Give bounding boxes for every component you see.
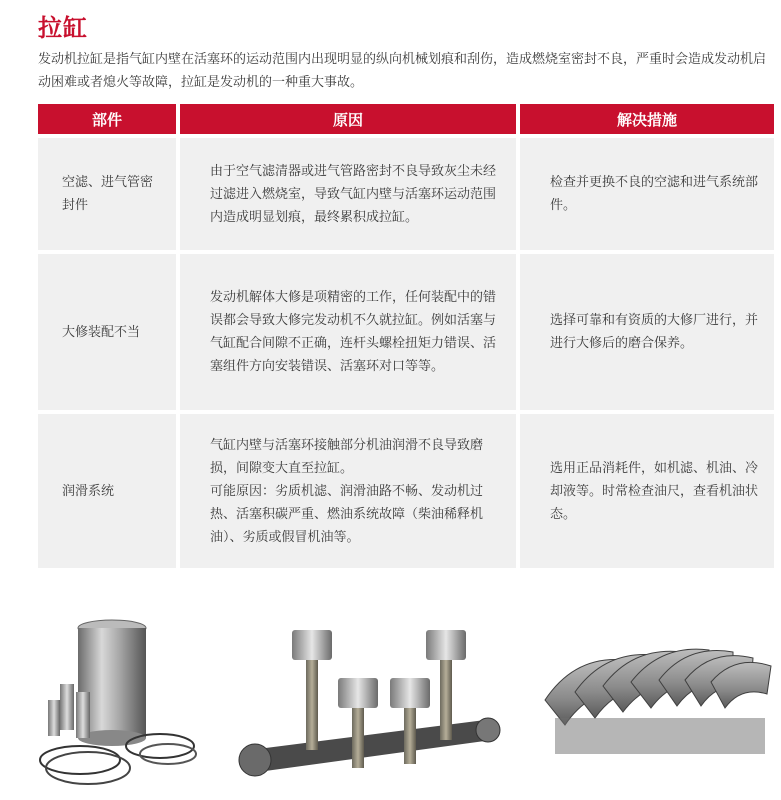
- bearing-shells-image: [535, 600, 781, 800]
- cylinder-liner-kit-image: [30, 600, 200, 800]
- row-2-cause: 发动机解体大修是项精密的工作，任何装配中的错误都会导致大修完发动机不久就拉缸。例如活塞与气缸配合间隙不正确，连杆头螺栓扭矩力错误、活塞组件方向安装错误、活塞环对口等等。: [180, 254, 516, 410]
- row-3-part: 润滑系统: [38, 414, 176, 568]
- header-part: 部件: [38, 104, 176, 134]
- row-1-solution: 检查并更换不良的空滤和进气系统部件。: [520, 138, 774, 250]
- header-solution: 解决措施: [520, 104, 774, 134]
- header-cause: 原因: [180, 104, 516, 134]
- row-3-cause: 气缸内壁与活塞环接触部分机油润滑不良导致磨损，间隙变大直至拉缸。 可能原因：劣质机滤、润滑油路不畅、发动机过热、活塞积碳严重、燃油系统故障（柴油稀释机油）、劣质或假冒机油等。: [180, 414, 516, 568]
- page-title: 拉缸: [38, 14, 88, 42]
- row-1-part: 空滤、进气管密 封件: [38, 138, 176, 250]
- row-2-part: 大修装配不当: [38, 254, 176, 410]
- row-3-solution: 选用正品消耗件，如机滤、机油、冷却液等。时常检查油尺，查看机油状态。: [520, 414, 774, 568]
- row-1-cause: 由于空气滤清器或进气管路密封不良导致灰尘未经过滤进入燃烧室，导致气缸内壁与活塞环运动范围内造成明显划痕，最终累积成拉缸。: [180, 138, 516, 250]
- row-2-solution: 选择可靠和有资质的大修厂进行，并进行大修后的磨合保养。: [520, 254, 774, 410]
- crankshaft-pistons-image: [230, 600, 510, 800]
- intro-paragraph: 发动机拉缸是指气缸内壁在活塞环的运动范围内出现明显的纵向机械划痕和刮伤，造成燃烧室密封不良，严重时会造成发动机启动困难或者熄火等故障，拉缸是发动机的一种重大事故。: [38, 52, 767, 90]
